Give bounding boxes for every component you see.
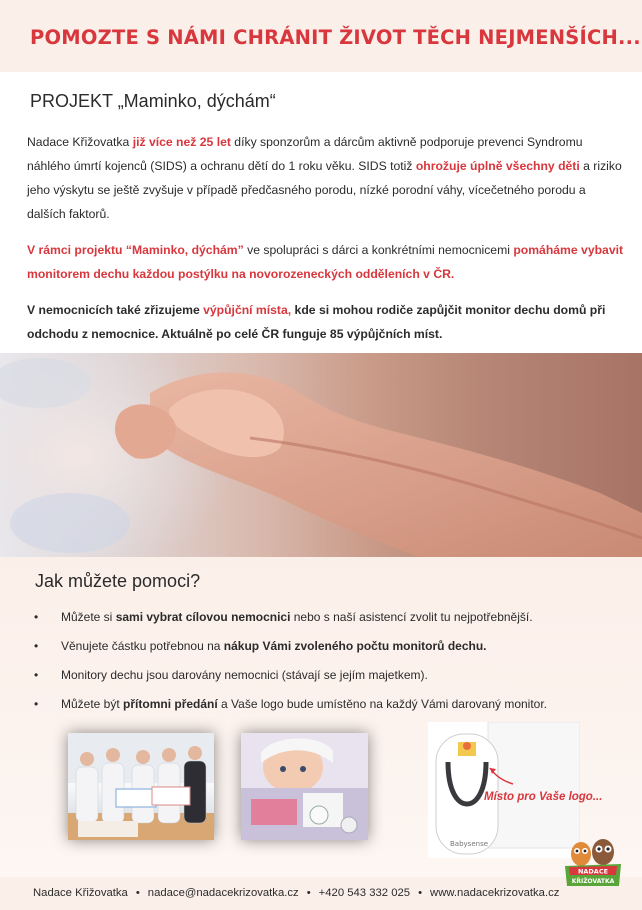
owl-logo-icon <box>563 836 623 888</box>
intro-highlight-2: ohrožuje úplně všechny děti <box>415 159 580 173</box>
item-bold: nákup Vámi zvoleného počtu monitorů dechu. <box>223 639 487 653</box>
footer-sep: • <box>306 887 311 899</box>
intro-text-1: Nadace Křižovatka <box>27 135 133 149</box>
item-text: nebo s naší asistencí zvolit tu nejpotřebnější. <box>290 610 533 624</box>
footer-org: Nadace Křižovatka <box>33 887 128 899</box>
list-item <box>34 632 624 661</box>
list-item <box>34 661 624 690</box>
logo-line-2: KŘIŽOVATKA <box>571 878 615 885</box>
help-list <box>34 603 624 719</box>
staff-illustration <box>68 733 214 840</box>
page-title: POMOZTE S NÁMI CHRÁNIT ŽIVOT TĚCH NEJMENŠÍCH... <box>30 26 641 49</box>
item-bold: přítomni předání <box>123 697 218 711</box>
list-item <box>34 603 624 632</box>
footer-sep: • <box>418 887 423 899</box>
item-bold: sami vybrat cílovou nemocnici <box>115 610 291 624</box>
nadace-krizovatka-logo <box>563 836 623 888</box>
lending-text-2: kde si mohou rodiče zapůjčit monitor dechu domů při odchodu z nemocnice. Aktuálně po celé ČR funguje 85 výpůjčních míst. <box>27 303 606 341</box>
baby-hand-photo <box>0 353 642 557</box>
project-highlight-2: pomáháme vybavit monitorem dechu každou postýlku na novorozeneckých odděleních v ČR. <box>27 243 624 281</box>
project-text-1: ve spolupráci s dárci a konkrétními nemocnicemi <box>243 243 514 257</box>
item-text: Věnujete částku potřebnou na <box>61 639 224 653</box>
monitor-illustration <box>428 722 580 858</box>
list-item <box>34 690 624 719</box>
footer-email[interactable]: nadace@nadacekrizovatka.cz <box>147 887 299 899</box>
footer-sep: • <box>135 887 140 899</box>
hands-illustration <box>0 353 642 557</box>
bullet: • <box>34 610 39 624</box>
item-text: Můžete si <box>61 610 116 624</box>
intro-paragraph <box>27 130 625 226</box>
bullet: • <box>34 668 39 682</box>
hospital-staff-photo <box>68 733 214 840</box>
item-text: Monitory dechu jsou darovány nemocnici (stávají se jejím majetkem). <box>61 668 428 682</box>
item-text: a Vaše logo bude umístěno na každý Vámi darovaný monitor. <box>217 697 548 711</box>
lending-paragraph <box>27 298 625 346</box>
intro-text-2: díky sponzorům a dárcům aktivně podporuje prevenci Syndromu náhlého úmrtí kojenců (SIDS) a ochranu dětí do 1 roku věku. SIDS totiž <box>27 135 583 173</box>
lending-text-1: V nemocnicích také zřizujeme <box>27 303 204 317</box>
baby-monitor-photo <box>241 733 368 840</box>
project-paragraph <box>27 238 625 286</box>
monitor-brand: Babysense <box>450 840 489 848</box>
intro-highlight-1: již více než 25 let <box>132 135 231 149</box>
footer-phone[interactable]: +420 543 332 025 <box>318 887 411 899</box>
bullet: • <box>34 697 39 711</box>
item-text: Můžete být <box>61 697 124 711</box>
intro-text-3: a riziko jeho výskytu se ještě zvyšuje v případě předčasného porodu, nízké porodní váhy, vícečetného porodu a dalších faktorů. <box>27 159 622 221</box>
baby-illustration <box>241 733 368 840</box>
footer-web[interactable]: www.nadacekrizovatka.cz <box>430 887 560 899</box>
project-highlight-1: V rámci projektu “Maminko, dýchám” <box>27 243 244 257</box>
lending-highlight: výpůjční místa, <box>203 303 292 317</box>
help-title: Jak můžete pomoci? <box>35 571 201 591</box>
bullet: • <box>34 639 39 653</box>
footer-band <box>0 877 642 910</box>
project-title: PROJEKT „Maminko, dýchám“ <box>30 91 276 111</box>
footer-contacts <box>33 887 559 899</box>
logo-placeholder-label: Místo pro Vaše logo... <box>484 791 603 803</box>
header-band <box>0 0 642 72</box>
monitor-product-image <box>428 722 580 858</box>
logo-line-1: NADACE <box>577 867 609 876</box>
